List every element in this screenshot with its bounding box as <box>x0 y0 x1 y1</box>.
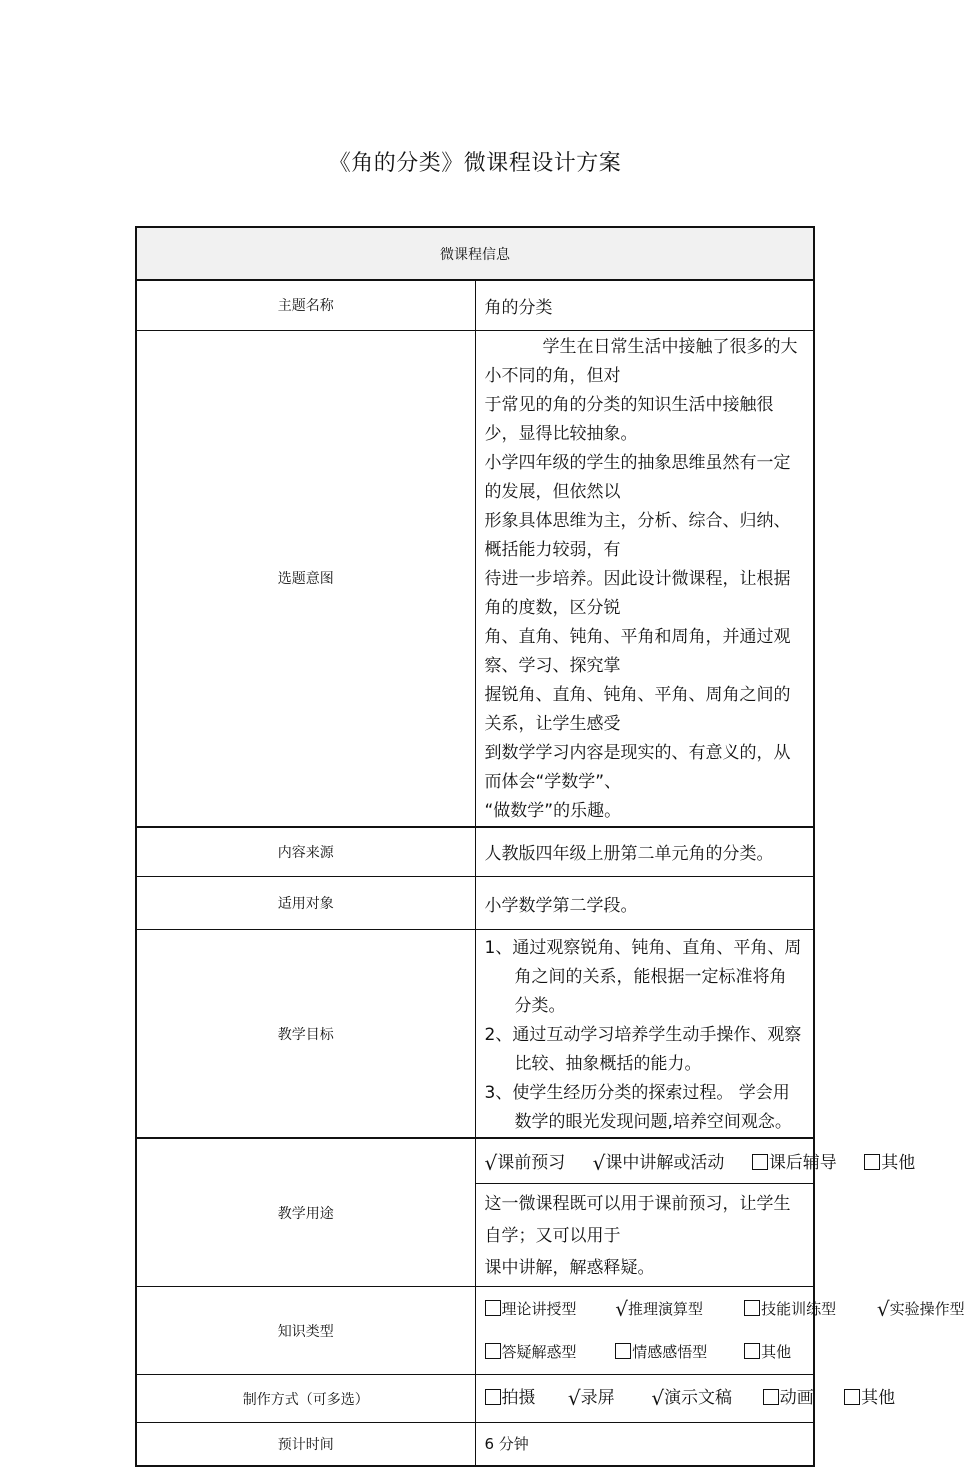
topic-value: 角的分类 <box>475 280 814 330</box>
knowledge-cell <box>475 1287 965 1375</box>
knowledge-options-row <box>485 1331 804 1374</box>
intent-line: 握锐角、直角、钝角、平角、周角之间的关系，让学生感受 <box>484 684 791 734</box>
table-header: 微课程信息 <box>136 227 814 280</box>
intent-cell <box>475 330 814 827</box>
intent-line: “做数学”的乐趣。 <box>484 800 622 821</box>
audience-value: 小学数学第二学段。 <box>475 877 814 930</box>
check-mark-icon: √ <box>615 1296 629 1321</box>
empty-checkbox-icon <box>752 1154 768 1170</box>
intent-line: 于常见的角的分类的知识生活中接触很少，显得比较抽象。 <box>484 394 774 444</box>
usage-options <box>475 1138 916 1184</box>
production-option-slides[interactable]: √演示文稿 <box>651 1377 757 1420</box>
knowledge-option-skill[interactable]: 技能训练型 <box>744 1288 872 1331</box>
intent-line: 形象具体思维为主，分析、综合、归纳、概括能力较弱，有 <box>484 510 791 560</box>
goals-list <box>485 934 804 1137</box>
check-mark-icon: √ <box>592 1150 606 1175</box>
usage-option-preview[interactable]: √课前预习 <box>484 1150 566 1175</box>
intent-line: 小学四年级的学生的抽象思维虽然有一定的发展，但依然以 <box>484 452 791 502</box>
source-value: 人教版四年级上册第二单元角的分类。 <box>475 827 814 877</box>
knowledge-label: 知识类型 <box>136 1287 475 1375</box>
check-mark-icon: √ <box>484 1150 498 1175</box>
usage-note-line: 课中讲解，解惑释疑。 <box>484 1258 655 1278</box>
usage-note-cell <box>475 1184 814 1287</box>
usage-note-line: 这一微课程既可以用于课前预习，让学生自学；又可以用于 <box>484 1194 791 1246</box>
usage-note <box>485 1184 804 1286</box>
empty-checkbox-icon <box>763 1389 779 1405</box>
empty-checkbox-icon <box>485 1300 501 1316</box>
intent-line: 学生在日常生活中接触了很多的大小不同的角，但对 <box>484 336 798 386</box>
production-option-animation[interactable]: 动画 <box>763 1377 839 1420</box>
document-title: 《角的分类》微课程设计方案 <box>328 151 622 176</box>
knowledge-option-other[interactable]: 其他 <box>744 1331 791 1374</box>
topic-label: 主题名称 <box>136 280 475 330</box>
duration-value: 6 分钟 <box>475 1423 814 1466</box>
knowledge-option-theory[interactable]: 理论讲授型 <box>485 1288 611 1331</box>
goal-item: 2、通过互动学习培养学生动手操作、观察比较、抽象概括的能力。 <box>484 1025 802 1074</box>
check-mark-icon: √ <box>567 1386 581 1410</box>
intent-line: 到数学学习内容是现实的、有意义的，从而体会“学数学”、 <box>484 742 791 792</box>
usage-option-tutoring[interactable]: 课后辅导 <box>752 1148 837 1173</box>
knowledge-option-reasoning[interactable]: √推理演算型 <box>615 1288 739 1331</box>
intent-line: 待进一步培养。因此设计微课程，让根据角的度数，区分锐 <box>484 568 791 618</box>
production-label: 制作方式（可多选） <box>136 1375 475 1423</box>
duration-label: 预计时间 <box>136 1423 475 1466</box>
goal-item: 1、通过观察锐角、钝角、直角、平角、周角之间的关系，能根据一定标准将角分类。 <box>484 938 802 1016</box>
goal-item: 3、使学生经历分类的探索过程。 学会用数学的眼光发现问题,培养空间观念。 <box>484 1083 792 1132</box>
knowledge-option-qa[interactable]: 答疑解惑型 <box>485 1331 611 1374</box>
knowledge-options-row <box>485 1288 965 1331</box>
intent-line: 角、直角、钝角、平角和周角，并通过观察、学习、探究掌 <box>484 626 791 676</box>
audience-label: 适用对象 <box>136 877 475 930</box>
usage-option-other[interactable]: 其他 <box>864 1148 915 1173</box>
empty-checkbox-icon <box>744 1343 760 1359</box>
production-option-filming[interactable]: 拍摄 <box>485 1377 563 1420</box>
empty-checkbox-icon <box>744 1300 760 1316</box>
intent-label: 选题意图 <box>136 330 475 827</box>
intent-paragraph <box>485 331 804 826</box>
goals-cell <box>475 930 814 1139</box>
empty-checkbox-icon <box>485 1389 501 1405</box>
knowledge-option-emotion[interactable]: 情感感悟型 <box>615 1331 739 1374</box>
empty-checkbox-icon <box>485 1343 501 1359</box>
course-info-table <box>135 226 965 1467</box>
production-option-other[interactable]: 其他 <box>844 1377 895 1420</box>
source-label: 内容来源 <box>136 827 475 877</box>
empty-checkbox-icon <box>864 1154 880 1170</box>
usage-option-lecture[interactable]: √课中讲解或活动 <box>592 1150 725 1175</box>
knowledge-option-experiment[interactable]: √实验操作型 <box>877 1288 965 1331</box>
check-mark-icon: √ <box>651 1386 665 1410</box>
usage-label: 教学用途 <box>136 1138 475 1287</box>
check-mark-icon: √ <box>876 1296 890 1321</box>
empty-checkbox-icon <box>615 1343 631 1359</box>
empty-checkbox-icon <box>844 1389 860 1405</box>
goals-label: 教学目标 <box>136 930 475 1139</box>
production-options <box>475 1375 896 1423</box>
production-option-screen-record[interactable]: √录屏 <box>568 1377 646 1420</box>
